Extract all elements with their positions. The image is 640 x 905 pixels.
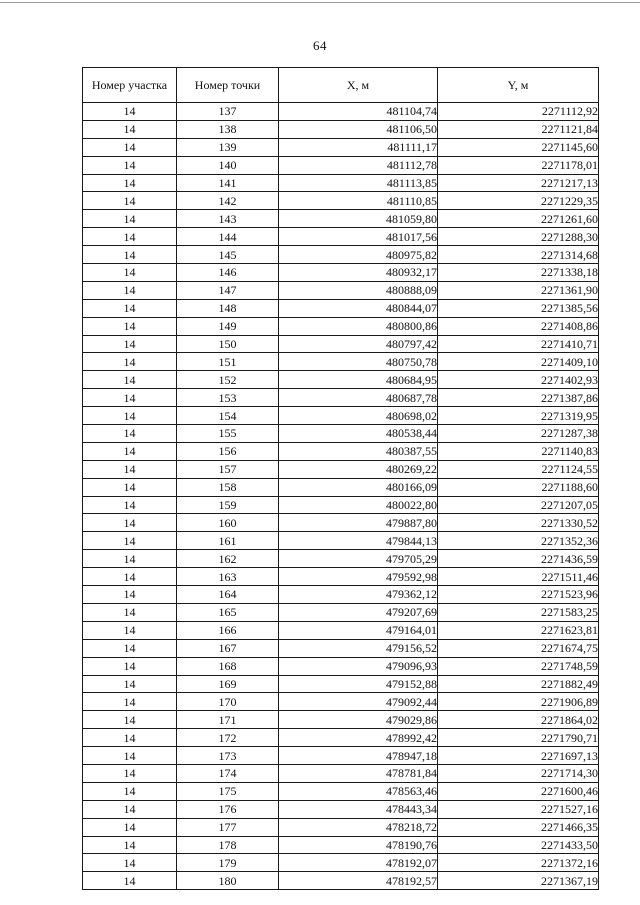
cell-plot-number: 14	[83, 228, 177, 246]
table-row	[83, 281, 599, 299]
table-row	[83, 442, 599, 460]
cell-x-coordinate: 480698,02	[279, 407, 438, 425]
cell-plot-number: 14	[83, 496, 177, 514]
cell-x-coordinate: 480797,42	[279, 335, 438, 353]
cell-x-coordinate: 479844,13	[279, 532, 438, 550]
cell-x-coordinate: 480687,78	[279, 389, 438, 407]
cell-point-number: 149	[177, 317, 279, 335]
cell-y-coordinate: 2271527,16	[438, 800, 599, 818]
table-row	[83, 210, 599, 228]
cell-point-number: 147	[177, 281, 279, 299]
table-row	[83, 478, 599, 496]
cell-plot-number: 14	[83, 764, 177, 782]
cell-x-coordinate: 479156,52	[279, 639, 438, 657]
cell-point-number: 163	[177, 568, 279, 586]
table-row	[83, 299, 599, 317]
cell-y-coordinate: 2271623,81	[438, 621, 599, 639]
cell-x-coordinate: 481104,74	[279, 103, 438, 121]
cell-x-coordinate: 480932,17	[279, 264, 438, 282]
cell-plot-number: 14	[83, 747, 177, 765]
table-row	[83, 103, 599, 121]
cell-point-number: 168	[177, 657, 279, 675]
cell-plot-number: 14	[83, 693, 177, 711]
cell-plot-number: 14	[83, 353, 177, 371]
cell-y-coordinate: 2271217,13	[438, 174, 599, 192]
cell-plot-number: 14	[83, 335, 177, 353]
cell-point-number: 152	[177, 371, 279, 389]
cell-x-coordinate: 478218,72	[279, 818, 438, 836]
table-row	[83, 836, 599, 854]
cell-x-coordinate: 480022,80	[279, 496, 438, 514]
cell-y-coordinate: 2271288,30	[438, 228, 599, 246]
cell-x-coordinate: 480166,09	[279, 478, 438, 496]
table-row	[83, 156, 599, 174]
cell-y-coordinate: 2271906,89	[438, 693, 599, 711]
cell-plot-number: 14	[83, 174, 177, 192]
cell-x-coordinate: 478781,84	[279, 764, 438, 782]
cell-point-number: 172	[177, 729, 279, 747]
cell-point-number: 164	[177, 586, 279, 604]
table-row	[83, 693, 599, 711]
table-row	[83, 872, 599, 890]
cell-plot-number: 14	[83, 711, 177, 729]
table-row	[83, 138, 599, 156]
cell-x-coordinate: 479152,88	[279, 675, 438, 693]
table-row	[83, 120, 599, 138]
cell-x-coordinate: 479029,86	[279, 711, 438, 729]
cell-plot-number: 14	[83, 800, 177, 818]
table-row	[83, 460, 599, 478]
cell-y-coordinate: 2271436,59	[438, 550, 599, 568]
cell-y-coordinate: 2271748,59	[438, 657, 599, 675]
cell-point-number: 145	[177, 246, 279, 264]
table-row	[83, 568, 599, 586]
cell-x-coordinate: 480888,09	[279, 281, 438, 299]
cell-point-number: 177	[177, 818, 279, 836]
cell-point-number: 180	[177, 872, 279, 890]
cell-x-coordinate: 479164,01	[279, 621, 438, 639]
table-row	[83, 228, 599, 246]
table-row	[83, 371, 599, 389]
cell-point-number: 157	[177, 460, 279, 478]
cell-plot-number: 14	[83, 371, 177, 389]
table-row	[83, 603, 599, 621]
table-header	[83, 68, 599, 103]
cell-y-coordinate: 2271410,71	[438, 335, 599, 353]
table-row	[83, 174, 599, 192]
page-number: 64	[313, 38, 327, 53]
cell-plot-number: 14	[83, 192, 177, 210]
header-y-coordinate: Y, м	[438, 68, 599, 103]
table-row	[83, 657, 599, 675]
table-row	[83, 496, 599, 514]
cell-point-number: 148	[177, 299, 279, 317]
cell-plot-number: 14	[83, 854, 177, 872]
cell-plot-number: 14	[83, 621, 177, 639]
table-row	[83, 353, 599, 371]
cell-x-coordinate: 481111,17	[279, 138, 438, 156]
cell-y-coordinate: 2271361,90	[438, 281, 599, 299]
cell-y-coordinate: 2271319,95	[438, 407, 599, 425]
table-row	[83, 246, 599, 264]
cell-x-coordinate: 479092,44	[279, 693, 438, 711]
table-row	[83, 532, 599, 550]
cell-plot-number: 14	[83, 442, 177, 460]
cell-y-coordinate: 2271409,10	[438, 353, 599, 371]
cell-plot-number: 14	[83, 836, 177, 854]
cell-plot-number: 14	[83, 264, 177, 282]
cell-point-number: 159	[177, 496, 279, 514]
table-row	[83, 335, 599, 353]
cell-y-coordinate: 2271330,52	[438, 514, 599, 532]
cell-point-number: 167	[177, 639, 279, 657]
cell-y-coordinate: 2271466,35	[438, 818, 599, 836]
cell-plot-number: 14	[83, 818, 177, 836]
cell-y-coordinate: 2271178,01	[438, 156, 599, 174]
cell-x-coordinate: 481113,85	[279, 174, 438, 192]
cell-x-coordinate: 479362,12	[279, 586, 438, 604]
cell-y-coordinate: 2271433,50	[438, 836, 599, 854]
cell-x-coordinate: 481059,80	[279, 210, 438, 228]
coordinates-table	[82, 67, 599, 890]
cell-plot-number: 14	[83, 389, 177, 407]
cell-point-number: 176	[177, 800, 279, 818]
cell-y-coordinate: 2271402,93	[438, 371, 599, 389]
cell-plot-number: 14	[83, 407, 177, 425]
cell-plot-number: 14	[83, 246, 177, 264]
cell-x-coordinate: 480269,22	[279, 460, 438, 478]
cell-y-coordinate: 2271112,92	[438, 103, 599, 121]
cell-point-number: 161	[177, 532, 279, 550]
cell-point-number: 160	[177, 514, 279, 532]
cell-plot-number: 14	[83, 872, 177, 890]
table-row	[83, 711, 599, 729]
table-row	[83, 550, 599, 568]
cell-point-number: 143	[177, 210, 279, 228]
table-row	[83, 854, 599, 872]
cell-y-coordinate: 2271145,60	[438, 138, 599, 156]
cell-point-number: 175	[177, 782, 279, 800]
cell-y-coordinate: 2271674,75	[438, 639, 599, 657]
cell-plot-number: 14	[83, 657, 177, 675]
table-row	[83, 782, 599, 800]
cell-y-coordinate: 2271121,84	[438, 120, 599, 138]
cell-x-coordinate: 481112,78	[279, 156, 438, 174]
cell-plot-number: 14	[83, 103, 177, 121]
cell-point-number: 156	[177, 442, 279, 460]
cell-y-coordinate: 2271124,55	[438, 460, 599, 478]
table-row	[83, 729, 599, 747]
table-row	[83, 764, 599, 782]
cell-x-coordinate: 478443,34	[279, 800, 438, 818]
cell-y-coordinate: 2271338,18	[438, 264, 599, 282]
cell-point-number: 169	[177, 675, 279, 693]
cell-x-coordinate: 480387,55	[279, 442, 438, 460]
cell-point-number: 173	[177, 747, 279, 765]
cell-y-coordinate: 2271140,83	[438, 442, 599, 460]
cell-y-coordinate: 2271511,46	[438, 568, 599, 586]
header-x-coordinate: X, м	[279, 68, 438, 103]
cell-plot-number: 14	[83, 299, 177, 317]
table-row	[83, 514, 599, 532]
cell-y-coordinate: 2271600,46	[438, 782, 599, 800]
cell-plot-number: 14	[83, 317, 177, 335]
cell-y-coordinate: 2271864,02	[438, 711, 599, 729]
cell-y-coordinate: 2271697,13	[438, 747, 599, 765]
cell-point-number: 179	[177, 854, 279, 872]
cell-point-number: 146	[177, 264, 279, 282]
cell-point-number: 166	[177, 621, 279, 639]
cell-y-coordinate: 2271714,30	[438, 764, 599, 782]
cell-x-coordinate: 480800,86	[279, 317, 438, 335]
cell-point-number: 154	[177, 407, 279, 425]
cell-plot-number: 14	[83, 460, 177, 478]
cell-x-coordinate: 479096,93	[279, 657, 438, 675]
table-row	[83, 747, 599, 765]
table-row	[83, 639, 599, 657]
cell-x-coordinate: 478192,57	[279, 872, 438, 890]
table-row	[83, 586, 599, 604]
cell-y-coordinate: 2271314,68	[438, 246, 599, 264]
cell-y-coordinate: 2271372,16	[438, 854, 599, 872]
cell-x-coordinate: 479887,80	[279, 514, 438, 532]
cell-y-coordinate: 2271583,25	[438, 603, 599, 621]
cell-plot-number: 14	[83, 138, 177, 156]
cell-y-coordinate: 2271882,49	[438, 675, 599, 693]
table-row	[83, 800, 599, 818]
cell-plot-number: 14	[83, 120, 177, 138]
cell-point-number: 153	[177, 389, 279, 407]
cell-point-number: 140	[177, 156, 279, 174]
cell-plot-number: 14	[83, 281, 177, 299]
cell-plot-number: 14	[83, 675, 177, 693]
cell-x-coordinate: 481106,50	[279, 120, 438, 138]
table-row	[83, 264, 599, 282]
table-row	[83, 818, 599, 836]
cell-y-coordinate: 2271790,71	[438, 729, 599, 747]
cell-x-coordinate: 480750,78	[279, 353, 438, 371]
cell-plot-number: 14	[83, 568, 177, 586]
cell-x-coordinate: 481017,56	[279, 228, 438, 246]
table-row	[83, 317, 599, 335]
cell-plot-number: 14	[83, 532, 177, 550]
cell-x-coordinate: 478190,76	[279, 836, 438, 854]
cell-point-number: 138	[177, 120, 279, 138]
table-row	[83, 425, 599, 443]
cell-plot-number: 14	[83, 514, 177, 532]
cell-plot-number: 14	[83, 210, 177, 228]
cell-plot-number: 14	[83, 478, 177, 496]
table-row	[83, 407, 599, 425]
cell-x-coordinate: 479207,69	[279, 603, 438, 621]
cell-plot-number: 14	[83, 729, 177, 747]
cell-x-coordinate: 478947,18	[279, 747, 438, 765]
table-header-row	[83, 68, 599, 103]
table-row	[83, 675, 599, 693]
cell-x-coordinate: 478563,46	[279, 782, 438, 800]
cell-plot-number: 14	[83, 639, 177, 657]
cell-x-coordinate: 479592,98	[279, 568, 438, 586]
table-body	[83, 103, 599, 890]
cell-y-coordinate: 2271352,36	[438, 532, 599, 550]
cell-point-number: 139	[177, 138, 279, 156]
cell-plot-number: 14	[83, 425, 177, 443]
cell-plot-number: 14	[83, 550, 177, 568]
cell-point-number: 171	[177, 711, 279, 729]
table-row	[83, 389, 599, 407]
cell-y-coordinate: 2271408,86	[438, 317, 599, 335]
cell-y-coordinate: 2271387,86	[438, 389, 599, 407]
cell-plot-number: 14	[83, 782, 177, 800]
cell-plot-number: 14	[83, 156, 177, 174]
cell-y-coordinate: 2271188,60	[438, 478, 599, 496]
cell-y-coordinate: 2271261,60	[438, 210, 599, 228]
cell-x-coordinate: 479705,29	[279, 550, 438, 568]
cell-point-number: 150	[177, 335, 279, 353]
cell-point-number: 151	[177, 353, 279, 371]
cell-y-coordinate: 2271287,38	[438, 425, 599, 443]
cell-point-number: 144	[177, 228, 279, 246]
cell-y-coordinate: 2271385,56	[438, 299, 599, 317]
scan-top-border	[0, 2, 640, 3]
cell-x-coordinate: 478992,42	[279, 729, 438, 747]
cell-plot-number: 14	[83, 603, 177, 621]
cell-point-number: 165	[177, 603, 279, 621]
cell-x-coordinate: 478192,07	[279, 854, 438, 872]
cell-y-coordinate: 2271229,35	[438, 192, 599, 210]
cell-point-number: 141	[177, 174, 279, 192]
cell-x-coordinate: 480684,95	[279, 371, 438, 389]
cell-x-coordinate: 480975,82	[279, 246, 438, 264]
cell-plot-number: 14	[83, 586, 177, 604]
cell-point-number: 158	[177, 478, 279, 496]
cell-x-coordinate: 480844,07	[279, 299, 438, 317]
cell-x-coordinate: 481110,85	[279, 192, 438, 210]
cell-y-coordinate: 2271207,05	[438, 496, 599, 514]
cell-point-number: 178	[177, 836, 279, 854]
cell-x-coordinate: 480538,44	[279, 425, 438, 443]
cell-point-number: 162	[177, 550, 279, 568]
cell-point-number: 142	[177, 192, 279, 210]
cell-point-number: 137	[177, 103, 279, 121]
header-plot-number: Номер участка	[83, 68, 177, 103]
cell-y-coordinate: 2271523,96	[438, 586, 599, 604]
table-row	[83, 192, 599, 210]
header-point-number: Номер точки	[177, 68, 279, 103]
cell-point-number: 155	[177, 425, 279, 443]
cell-point-number: 174	[177, 764, 279, 782]
cell-y-coordinate: 2271367,19	[438, 872, 599, 890]
cell-point-number: 170	[177, 693, 279, 711]
table-row	[83, 621, 599, 639]
